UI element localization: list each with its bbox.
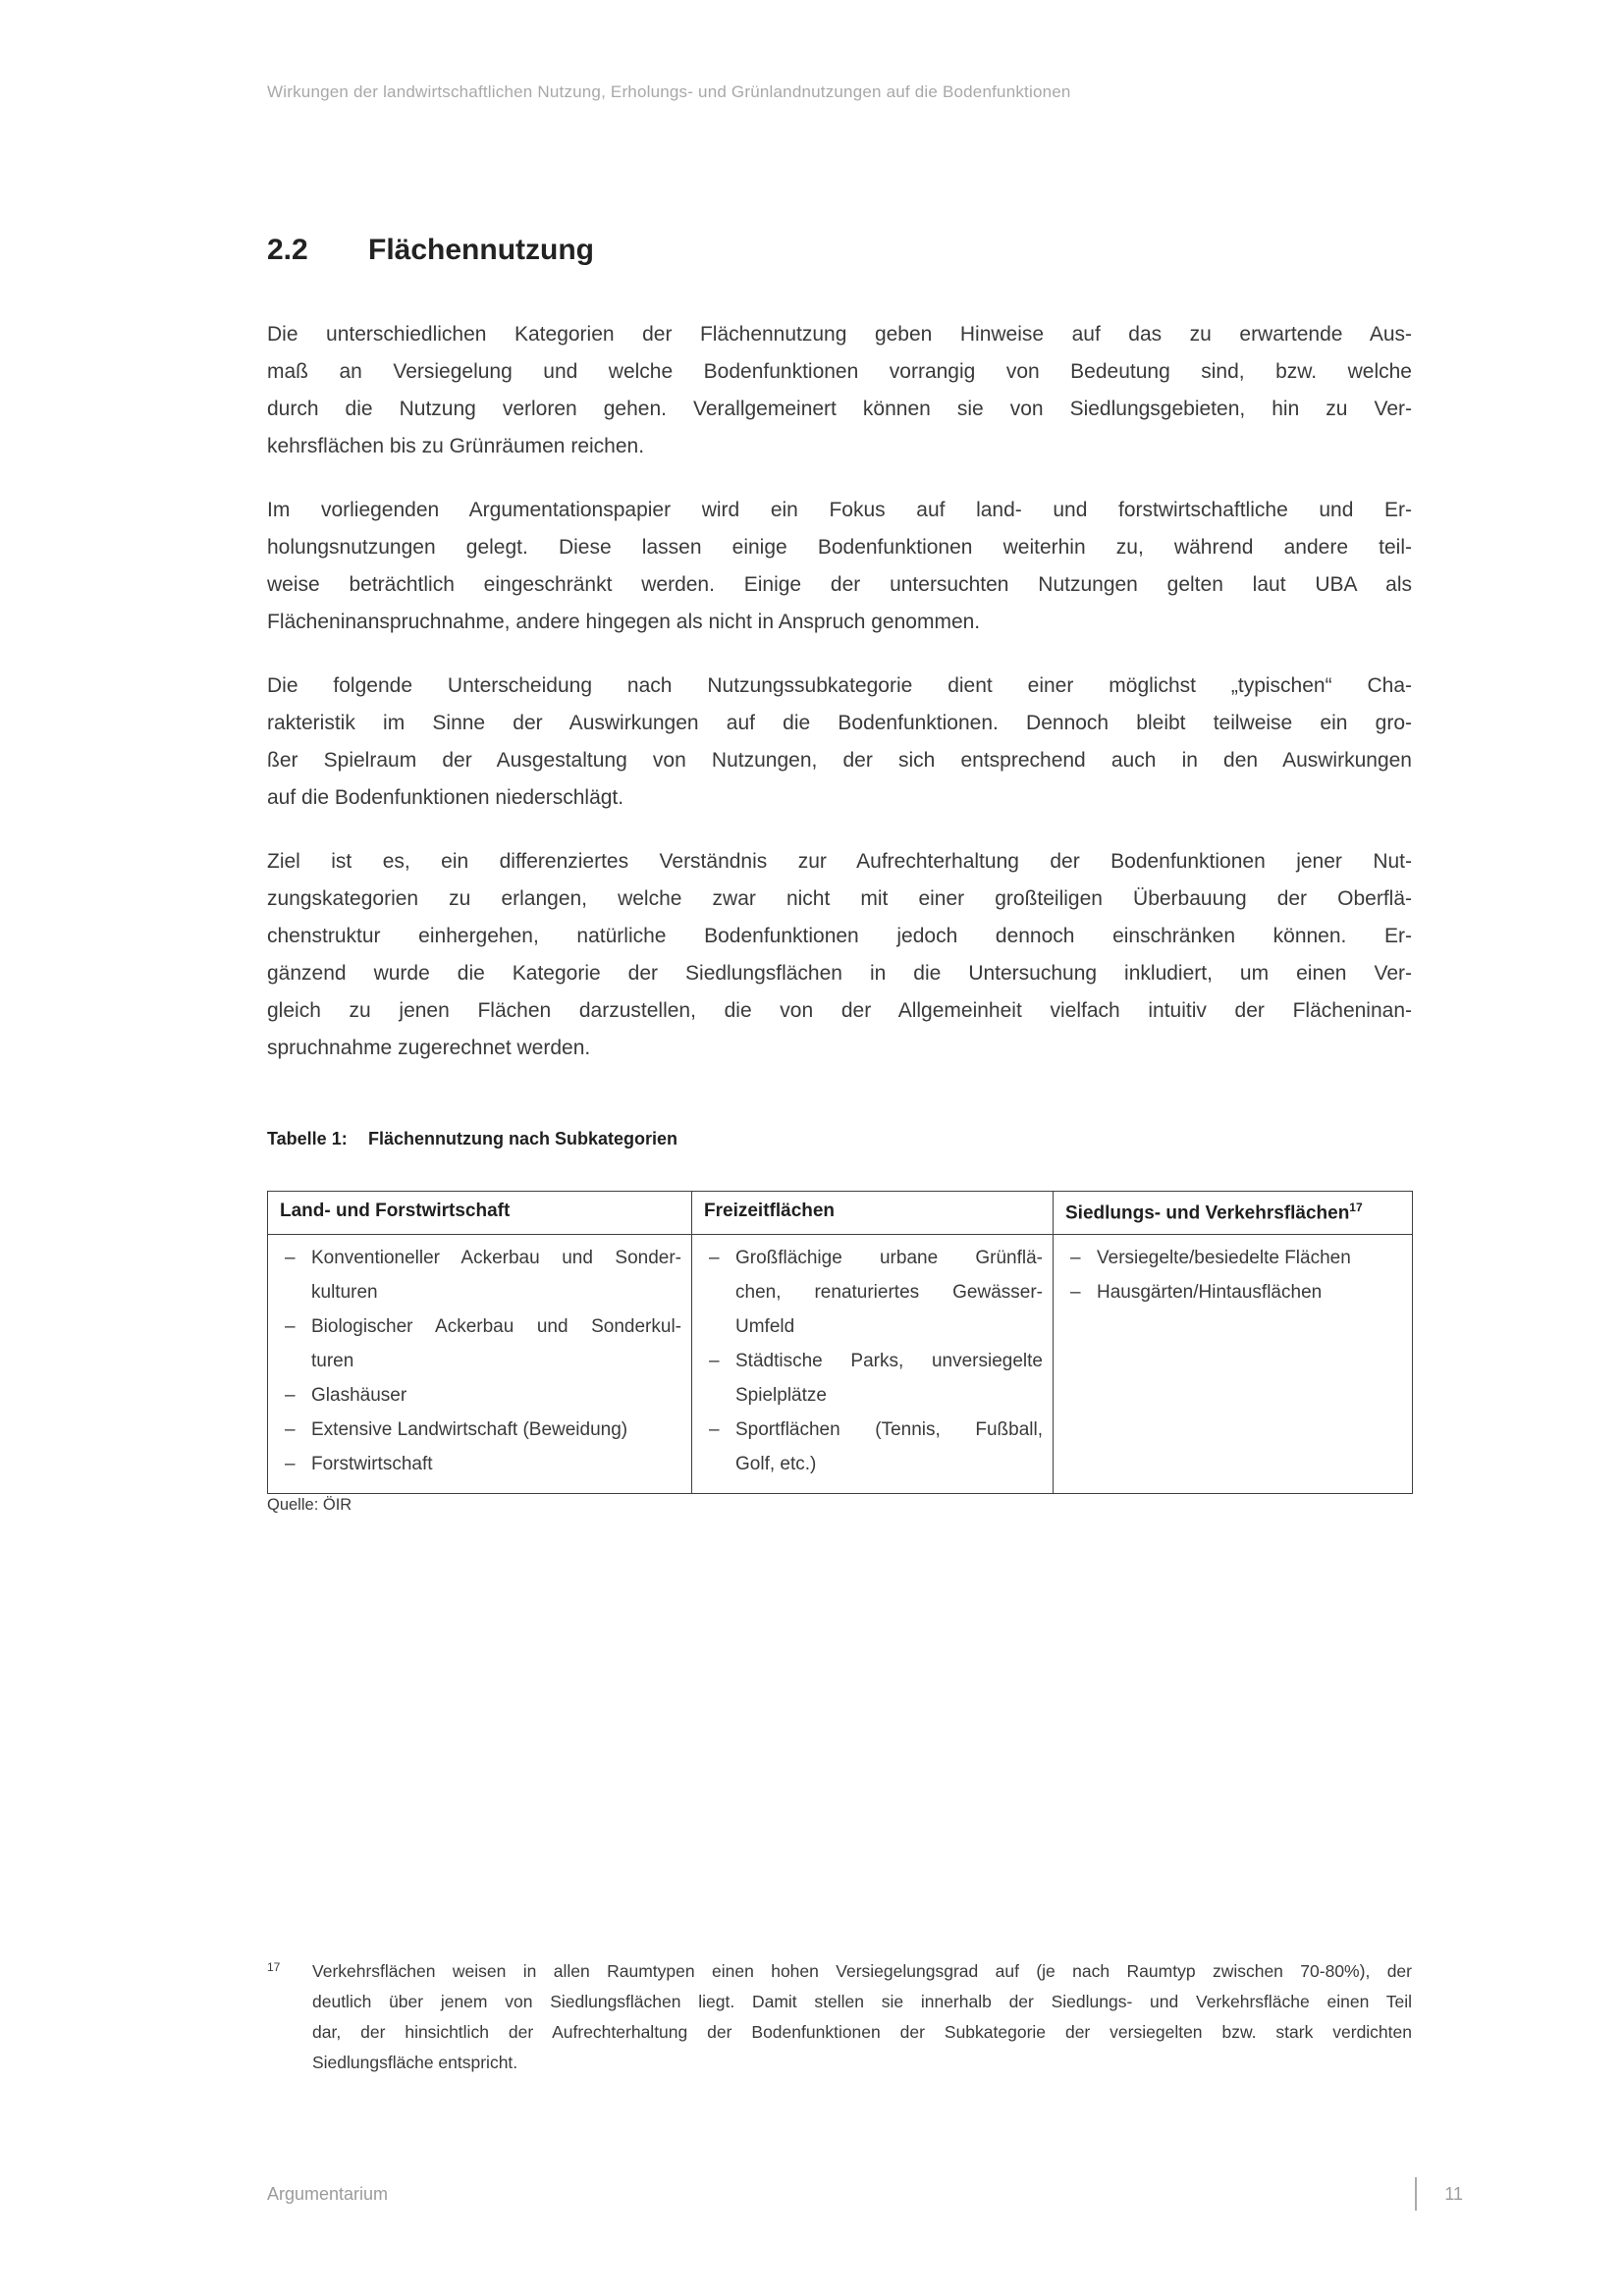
text-line: Versiegelte/besiedelte Flächen [1097,1248,1351,1269]
table-caption [267,1129,1412,1149]
text-line: Konventioneller Ackerbau und Sonder- [311,1248,681,1269]
list-item [702,1344,1043,1413]
text-line: Golf, etc.) [735,1454,817,1475]
dash-bullet: – [709,1351,720,1372]
text-line: Verkehrsflächen weisen in allen Raumtypen einen hohen Versiegelungsgrad auf (je nach Raumtyp zwischen 70-80%), der [312,1961,1412,1981]
table-body-row [268,1235,1413,1494]
list-item [702,1413,1043,1481]
dash-bullet: – [285,1454,296,1475]
text-line: chenstruktur einhergehen, natürliche Bodenfunktionen jedoch dennoch einschränken können. Er- [267,925,1412,947]
cell-item-list [1063,1241,1402,1309]
table-cell [268,1235,692,1494]
text-line: ßer Spielraum der Ausgestaltung von Nutzungen, der sich entsprechend auch in den Auswirkungen [267,749,1412,772]
text-line: turen [311,1351,354,1372]
text-line: dar, der hinsichtlich der Aufrechterhaltung der Bodenfunktionen der Subkategorie der versiegelten bzw. stark verdichten [312,2022,1412,2042]
text-line: kehrsflächen bis zu Grünräumen reichen. [267,435,645,457]
list-item [278,1447,681,1481]
dash-bullet: – [285,1316,296,1338]
paragraph [267,667,1412,817]
table-cell [692,1235,1054,1494]
paragraph [267,316,1412,465]
text-line: auf die Bodenfunktionen niederschlägt. [267,786,624,809]
table-caption-label: Tabelle 1: [267,1129,348,1148]
footnote-marker: 17 [267,1960,281,1974]
paragraph [267,492,1412,641]
table-cell [1054,1235,1413,1494]
text-line: Spielplätze [735,1385,827,1407]
list-item [702,1241,1043,1344]
list-item [278,1378,681,1413]
body-paragraphs [267,316,1412,1094]
text-line: Großflächige urbane Grünflä- [735,1248,1043,1269]
text-line: Forstwirtschaft [311,1454,433,1475]
page-footer [267,2177,1463,2211]
list-item [1063,1241,1402,1275]
cell-item-list [702,1241,1043,1481]
footnote [267,1956,1412,2078]
section-title: Flächennutzung [368,234,594,266]
footer-divider [1415,2177,1417,2211]
text-line: spruchnahme zugerechnet werden. [267,1037,591,1059]
text-line: chen, renaturiertes Gewässer- [735,1282,1043,1304]
landuse-subcategories-table [267,1191,1413,1494]
footer-document-title: Argumentarium [267,2183,389,2204]
text-line: Städtische Parks, unversiegelte [735,1351,1043,1372]
text-line: Extensive Landwirtschaft (Beweidung) [311,1419,628,1441]
dash-bullet: – [1070,1248,1081,1269]
text-line: Die folgende Unterscheidung nach Nutzungssubkategorie dient einer möglichst „typischen“ Cha- [267,674,1412,697]
dash-bullet: – [1070,1282,1081,1304]
footer-page-number-group [1415,2177,1463,2211]
table-column-header: Freizeitflächen [692,1192,1054,1235]
dash-bullet: – [285,1419,296,1441]
text-line: Ziel ist es, ein differenziertes Verständnis zur Aufrechterhaltung der Bodenfunktionen jener Nut- [267,850,1412,873]
text-line: Die unterschiedlichen Kategorien der Flächennutzung geben Hinweise auf das zu erwartende Aus- [267,323,1412,346]
text-line: zungskategorien zu erlangen, welche zwar nicht mit einer großteiligen Überbauung der Oberflä- [267,887,1412,910]
text-line: deutlich über jenem von Siedlungsflächen liegt. Damit stellen sie innerhalb der Siedlungs- und Verkehrsfläche einen Teil [312,1992,1412,2011]
table-source: Quelle: ÖIR [267,1496,352,1514]
list-item [278,1413,681,1447]
text-line: Sportflächen (Tennis, Fußball, [735,1419,1043,1441]
text-line: gleich zu jenen Flächen darzustellen, die von der Allgemeinheit vielfach intuitiv der Flächeninan- [267,999,1412,1022]
text-line: Glashäuser [311,1385,407,1407]
text-line: Umfeld [735,1316,795,1338]
text-line: Hausgärten/Hintausflächen [1097,1282,1323,1304]
section-number: 2.2 [267,234,308,266]
table-header-row [268,1192,1413,1235]
dash-bullet: – [285,1385,296,1407]
table-column-header: Land- und Forstwirtschaft [268,1192,692,1235]
dash-bullet: – [709,1248,720,1269]
section-heading [267,234,1412,267]
text-line: maß an Versiegelung und welche Bodenfunktionen vorrangig von Bedeutung sind, bzw. welche [267,360,1412,383]
text-line: weise beträchtlich eingeschränkt werden. Einige der untersuchten Nutzungen gelten laut UBA als [267,573,1412,596]
text-line: kulturen [311,1282,378,1304]
table-column-header: Siedlungs- und Verkehrsflächen$^{17}$ [1054,1192,1413,1235]
text-line: gänzend wurde die Kategorie der Siedlungsflächen in die Untersuchung inkludiert, um einen Ver- [267,962,1412,985]
dash-bullet: – [709,1419,720,1441]
footnote-ref: 17 [1349,1201,1363,1214]
list-item [278,1309,681,1378]
list-item [1063,1275,1402,1309]
paragraph [267,843,1412,1067]
text-line: Im vorliegenden Argumentationspapier wird ein Fokus auf land- und forstwirtschaftliche und Er- [267,499,1412,521]
text-line: Flächeninanspruchnahme, andere hingegen als nicht in Anspruch genommen. [267,611,981,633]
text-line: holungsnutzungen gelegt. Diese lassen einige Bodenfunktionen weiterhin zu, während andere teil- [267,536,1412,559]
text-line: Siedlungsfläche entspricht. [312,2053,518,2072]
text-line: rakteristik im Sinne der Auswirkungen auf die Bodenfunktionen. Dennoch bleibt teilweise ein gro- [267,712,1412,734]
footnote-text [312,1956,1412,2078]
dash-bullet: – [285,1248,296,1269]
text-line: Biologischer Ackerbau und Sonderkul- [311,1316,681,1338]
list-item [278,1241,681,1309]
running-header: Wirkungen der landwirtschaftlichen Nutzung, Erholungs- und Grünlandnutzungen auf die Bodenfunktionen [267,82,1071,101]
table-caption-text: Flächennutzung nach Subkategorien [368,1129,678,1148]
text-line: durch die Nutzung verloren gehen. Verallgemeinert können sie von Siedlungsgebieten, hin zu Ver- [267,398,1412,420]
page-number: 11 [1444,2183,1463,2204]
cell-item-list [278,1241,681,1481]
